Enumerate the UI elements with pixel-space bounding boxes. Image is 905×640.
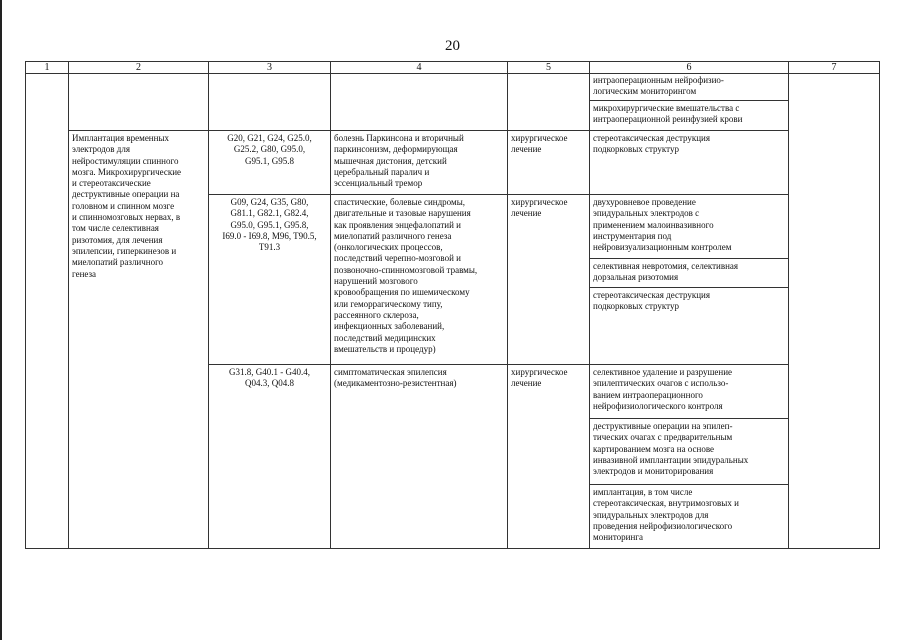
header-col-5: 5 <box>546 62 551 73</box>
header-col-7: 7 <box>831 62 837 73</box>
method-cell: стереотаксическая деструкция подкорковых структур <box>593 290 711 312</box>
header-col-1: 1 <box>44 62 50 73</box>
disease-cell: спастические, болевые синдромы, двигательные и тазовые нарушения как проявления энцефалопатий и миелопатий различного генеза (онкологических процессов, последствий черепно-мозговой и позвоночно-спинномозговой травмы, нарушений мозгового кровообращения по ишемическому или геморрагическому типу, рассеянного склероза, инфекционных заболеваний, последствий медицинских вмешательств и процедур) <box>334 197 478 354</box>
icd-codes-cell: G31.8, G40.1 - G40.4, Q04.3, Q04.8 <box>229 367 310 389</box>
treatment-type-cell: хирургическое лечение <box>511 197 568 219</box>
method-cell-reinfusion: микрохирургические вмешательства с интраоперационной реинфузией крови <box>593 103 743 125</box>
method-cell: имплантация, в том числе стереотаксическая, внутримозговых и эпидуральных электродов для проведения нейрофизиологического мониторинга <box>593 487 739 543</box>
method-cell-continued: интраоперационным нейрофизио- логическим мониторингом <box>593 75 724 97</box>
header-col-3: 3 <box>267 62 272 73</box>
disease-cell: болезнь Паркинсона и вторичный паркинсонизм, деформирующая мышечная дистония, детский церебральный паралич и эссенциальный тремор <box>334 133 464 189</box>
disease-cell: симптоматическая эпилепсия (медикаментозно-резистентная) <box>334 367 457 389</box>
header-col-4: 4 <box>416 62 422 73</box>
header-col-6: 6 <box>686 62 692 73</box>
method-cell: стереотаксическая деструкция подкорковых структур <box>593 133 711 155</box>
treatment-type-cell: хирургическое лечение <box>511 133 568 155</box>
service-name-cell: Имплантация временных электродов для нейростимуляции спинного мозга. Микрохирургические и стереотаксические деструктивные операции на головном и спинном мозге и спинномозговых нервах, в том числе селективная ризотомия, для лечения эпилепсии, гиперкинезов и миелопатий различного генеза <box>72 133 182 279</box>
icd-codes-cell: G09, G24, G35, G80, G81.1, G82.1, G82.4, G95.0, G95.1, G95.8, I69.0 - I69.8, M96, T90.5, T91.3 <box>222 197 317 253</box>
page-number: 20 <box>445 38 460 54</box>
method-cell: селективная невротомия, селективная дорзальная ризотомия <box>593 261 739 283</box>
header-col-2: 2 <box>136 62 141 73</box>
method-cell: двухуровневое проведение эпидуральных электродов с применением малоинвазивного инструментария под нейровизуализационным контролем <box>593 197 732 253</box>
treatment-type-cell: хирургическое лечение <box>511 367 568 389</box>
icd-codes-cell: G20, G21, G24, G25.0, G25.2, G80, G95.0, G95.1, G95.8 <box>227 133 312 166</box>
method-cell: деструктивные операции на эпилеп- тических очагах с предварительным картированием мозга на основе инвазивной имплантации эпидуральных электродов и мониторирования <box>593 421 749 477</box>
method-cell: селективное удаление и разрушение эпилептических очагов с использо- ванием интраоперационного нейрофизиологического контроля <box>593 367 733 411</box>
